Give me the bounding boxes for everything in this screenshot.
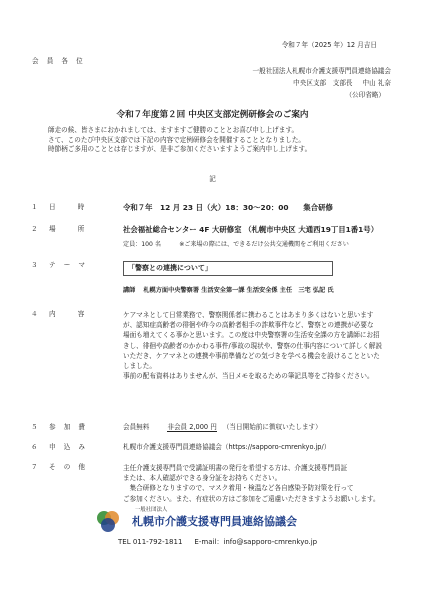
other-description <box>123 463 403 504</box>
apply-block <box>123 443 403 452</box>
content-line: きし、徘徊や高齢者のかかわる事件/事故の現状や、警察の仕事内容について詳しく解説 <box>123 341 383 350</box>
item-number: ４ <box>31 310 38 318</box>
lecturer-label: 講師 <box>123 287 136 295</box>
fee-block <box>123 423 403 432</box>
content-line: 場面も増えてくる事かと思います。この度は中央警察署の生活安全課の方を講師にお招 <box>123 331 380 340</box>
apply-organization: 札幌市介護支援専門員連絡協議会 <box>123 443 222 451</box>
venue-block <box>123 225 403 249</box>
content-line: が、認知症高齢者の徘徊や昨今の高齢者相手の詐欺事件など、警察との連携が必要な <box>123 321 374 330</box>
logo-org-type: 一般社団法人 <box>135 507 168 513</box>
ki-heading: 記 <box>209 175 216 183</box>
content-line: いただき、ケアマネとの連携や事前準備などの気づきを学べる機会を設けることといた <box>123 351 380 360</box>
organization-logo-icon <box>95 509 121 533</box>
lecturer-name: 札幌方面中央警察署 生活安全第一課 生活安全係 主任 三宅 弘記 氏 <box>143 287 334 295</box>
branch-title: 中央区支部 支部長 <box>293 79 353 87</box>
content-description <box>123 310 403 382</box>
fee-note: （当日開始前に徴収いたします） <box>222 423 322 431</box>
sender-organization: 一般社団法人札幌市介護支援専門員連絡協議会 <box>252 67 391 75</box>
fee-member: 会員無料 <box>123 423 150 431</box>
venue-value: 社会福祉総合センター 4F 大研修室 （札幌市中央区 大通西19丁目1番1号） <box>123 225 379 234</box>
content-line: 事前の配布資料はありませんが、当日メモを取るための筆記具等をご持参ください。 <box>123 372 374 381</box>
intro-line: 師走の候、皆さまにおかれましては、ますますご健勝のこととお喜び申し上げます。 <box>48 126 299 134</box>
other-line: 集合研修となりますので、マスク着用・検温など各自感染予防対策を行って <box>123 484 354 493</box>
fee-nonmember: 非会員 2,000 円 <box>167 423 217 431</box>
sender-branch <box>293 79 391 88</box>
logo-org-name: 札幌市介護支援専門員連絡協議会 <box>132 515 297 528</box>
apply-url-link[interactable]: （https://sapporo-cmrenkyo.jp/） <box>221 443 331 451</box>
seal-omission-note: （公印省略） <box>345 91 385 99</box>
datetime-value: 令和７年 12 月 23 日（火）18：30～20：00 集合研修 <box>123 203 333 212</box>
item-label: そ の 他 <box>49 463 88 471</box>
other-line: または、本人確認ができる身分証をお持ちください。 <box>123 474 282 483</box>
item-label: テ ー マ <box>49 261 88 269</box>
contact-line <box>118 538 329 547</box>
theme-block <box>123 261 403 296</box>
branch-chief: 中山 礼奈 <box>362 79 391 87</box>
intro-line: さて、このたび中央区支部では下記の内容で定例研修会を開催することとなりました。 <box>48 135 306 144</box>
item-number: ６ <box>31 443 38 451</box>
content-line: ケアマネとして日常業務で、警察関係者に携わることはあまり多くはないと思います <box>123 311 374 319</box>
recipient-line: 会 員 各 位 <box>32 57 86 65</box>
other-line: 主任介護支援専門員で受講証明書の発行を希望する方は、介護支援専門員証 <box>123 464 348 472</box>
item-number: １ <box>31 203 38 211</box>
document-date: 令和７年（2025 年）12 月吉日 <box>281 41 377 49</box>
other-line: ご参加ください。また、有症状の方はご参加をご遠慮いただきますようお願いします。 <box>123 494 380 503</box>
item-label: 参 加 費 <box>49 423 88 431</box>
item-number: ３ <box>31 261 38 269</box>
item-number: ５ <box>31 423 38 431</box>
content-line: しました。 <box>123 362 156 371</box>
contact-tel: TEL 011-792-1811 <box>118 538 183 546</box>
item-label: 場 所 <box>49 225 88 233</box>
lecturer-line <box>123 287 403 295</box>
item-number: ２ <box>31 225 38 233</box>
theme-topic: 「警察との連携について」 <box>123 261 333 276</box>
document-title: 令和７年度第２回 中央区支部定例研修会のご案内 <box>116 110 309 120</box>
item-label: 申 込 み <box>49 443 88 451</box>
venue-capacity: 定員：100 名 ※ご来場の際には、できるだけ公共交通機関をご利用ください <box>123 240 349 248</box>
intro-line: 時節柄ご多用のこととは存じますが、是非ご参加くださいますようご案内申し上げます。 <box>48 145 312 154</box>
item-label: 日 時 <box>49 203 88 211</box>
item-label: 内 容 <box>49 310 88 318</box>
intro-paragraph <box>48 126 398 155</box>
contact-email[interactable]: E-mail：info@sapporo-cmrenkyo.jp <box>194 538 318 546</box>
item-number: ７ <box>31 463 38 471</box>
